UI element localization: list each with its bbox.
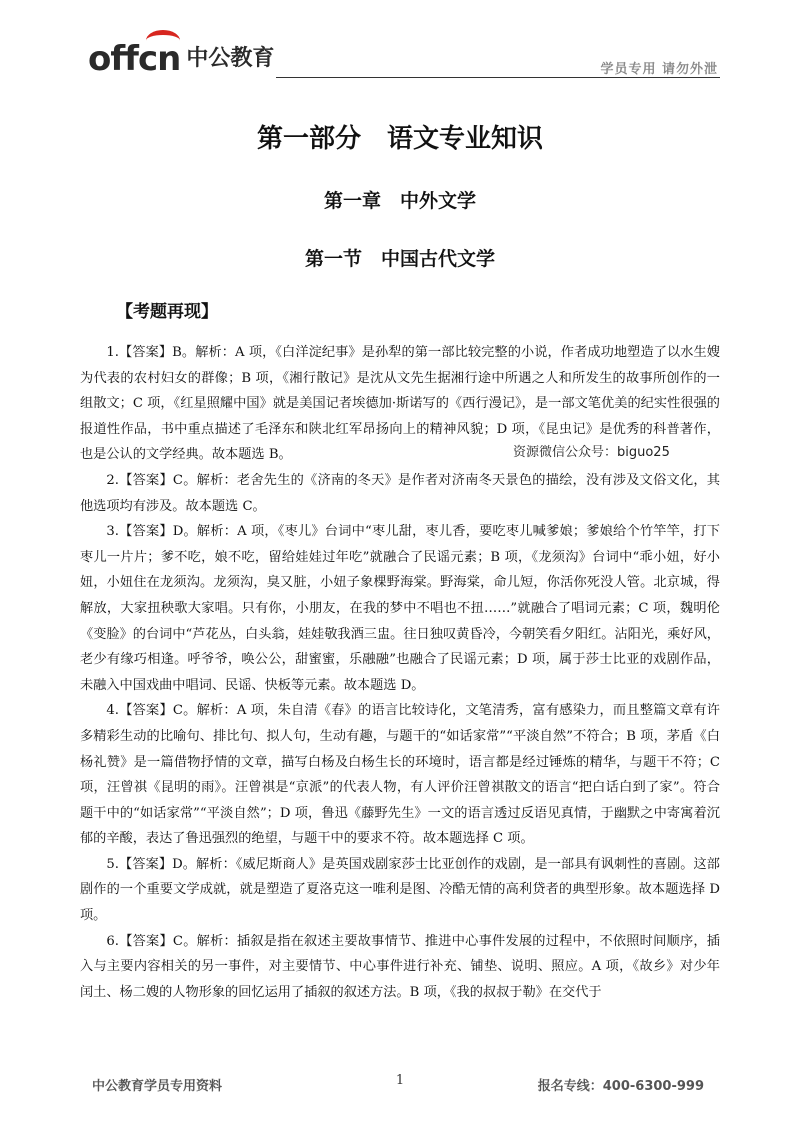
answer-paragraph-2: 2.【答案】C。解析：老舍先生的《济南的冬天》是作者对济南冬天景色的描绘，没有涉及文俗文化，其他选项均有涉及。故本题选 C。 <box>80 472 720 514</box>
header-notice: 学员专用 请勿外泄 <box>600 62 718 77</box>
part-title: 第一部分 语文专业知识 <box>256 124 543 154</box>
answer-paragraph-1: 1.【答案】B。解析：A 项，《白洋淀纪事》是孙犁的第一部比较完整的小说，作者成功地塑造了以水生嫂为代表的农村妇女的群像；B 项，《湘行散记》是沈从文先生据湘行途中所遇之人和所发生的故事所创作的一组散文；C 项，《红星照耀中国》就是美国记者埃德加·斯诺写的《西行漫记》，是一部文笔优美的纪实性很强的报道性作品，书中重点描述了毛泽东和陕北红军昂扬向上的精神风貌；D 项，《昆虫记》是优秀的科普著作，也是公认的文学经典。故本题选 B。 <box>80 345 720 463</box>
answer-paragraph-5: 5.【答案】D。解析：《威尼斯商人》是英国戏剧家莎士比亚创作的戏剧，是一部具有讽刺性的喜剧。这部剧作的一个重要文学成就，就是塑造了夏洛克这一唯利是图、冷酷无情的高利贷者的典型形象。故本题选择 D 项。 <box>80 856 720 924</box>
offcn-logo <box>88 36 275 79</box>
answer-paragraph-3: 3.【答案】D。解析：A 项，《枣儿》台词中“枣儿甜，枣儿香，要吃枣儿喊爹娘；爹娘给个竹竿竿，打下枣儿一片片；爹不吃，娘不吃，留给娃娃过年吃”就融合了民谣元素；B 项，《龙须沟》台词中“乖小妞，好小妞，小妞住在龙须沟。龙须沟，臭又脏，小妞子象棵野海棠。野海棠，命儿短，你活你死没人管。北京城，得解放，大家扭秧歌大家唱。只有你，小朋友，在我的梦中不唱也不扭……”就融合了唱词元素；C 项，魏明伦《变脸》的台词中“芦花丛，白头翁，娃娃敬我酒三盅。往日独叹黄昏冷，今朝笑看夕阳红。沾阳光，乘好风，老少有缘巧相逢。呼爷爷，唤公公，甜蜜蜜，乐融融”也融合了民谣元素；D 项，属于莎士比亚的戏剧作品，未融入中国戏曲中唱词、民谣、快板等元素。故本题选 D。 <box>80 524 720 693</box>
footer-label: 中公教育学员专用资料 <box>92 1079 223 1094</box>
header-divider <box>276 77 720 78</box>
answer-paragraph-4: 4.【答案】C。解析：A 项，朱自清《春》的语言比较诗化，文笔清秀，富有感染力，而且整篇文章有许多精彩生动的比喻句、排比句、拟人句，生动有趣，与题干的“如话家常”“平淡自然”不符合；B 项，茅盾《白杨礼赞》是一篇借物抒情的文章，描写白杨及白杨生长的环境时，语言都是经过锤炼的精华，与题干不符；C 项，汪曾祺《昆明的雨》。汪曾祺是“京派”的代表人物，有人评价汪曾祺散文的语言“把白话白到了家”。符合题干中的“如话家常”“平淡自然”；D 项，鲁迅《藤野先生》一文的语言透过反语见真情，于幽默之中寄寓着沉郁的辛酸，表达了鲁迅强烈的绝望，与题干中的要求不符。故本题选择 C 项。 <box>80 703 720 847</box>
logo-arc-mark <box>146 30 180 51</box>
subheading: 【考题再现】 <box>116 302 218 322</box>
page-number: 1 <box>395 1073 405 1088</box>
logo-wordmark: offcn <box>88 39 181 79</box>
answer-paragraph-6: 6.【答案】C。解析：插叙是指在叙述主要故事情节、推进中心事件发展的过程中，不依照时间顺序，插入与主要内容相关的另一事件，对主要情节、中心事件进行补充、铺垫、说明、照应。A 项，《故乡》对少年闰土、杨二嫂的人物形象的回忆运用了插叙的叙述方法。B 项，《我的叔叔于勒》在交代于 <box>80 933 720 1000</box>
chapter-title: 第一章 中外文学 <box>323 190 476 212</box>
logo-chinese-name: 中公教育 <box>186 46 275 71</box>
answer-list <box>80 340 720 1005</box>
watermark-text: 资源微信公众号：biguo25 <box>511 441 672 460</box>
section-title: 第一节 中国古代文学 <box>304 248 495 270</box>
footer-hotline: 报名专线：400-6300-999 <box>537 1079 704 1094</box>
